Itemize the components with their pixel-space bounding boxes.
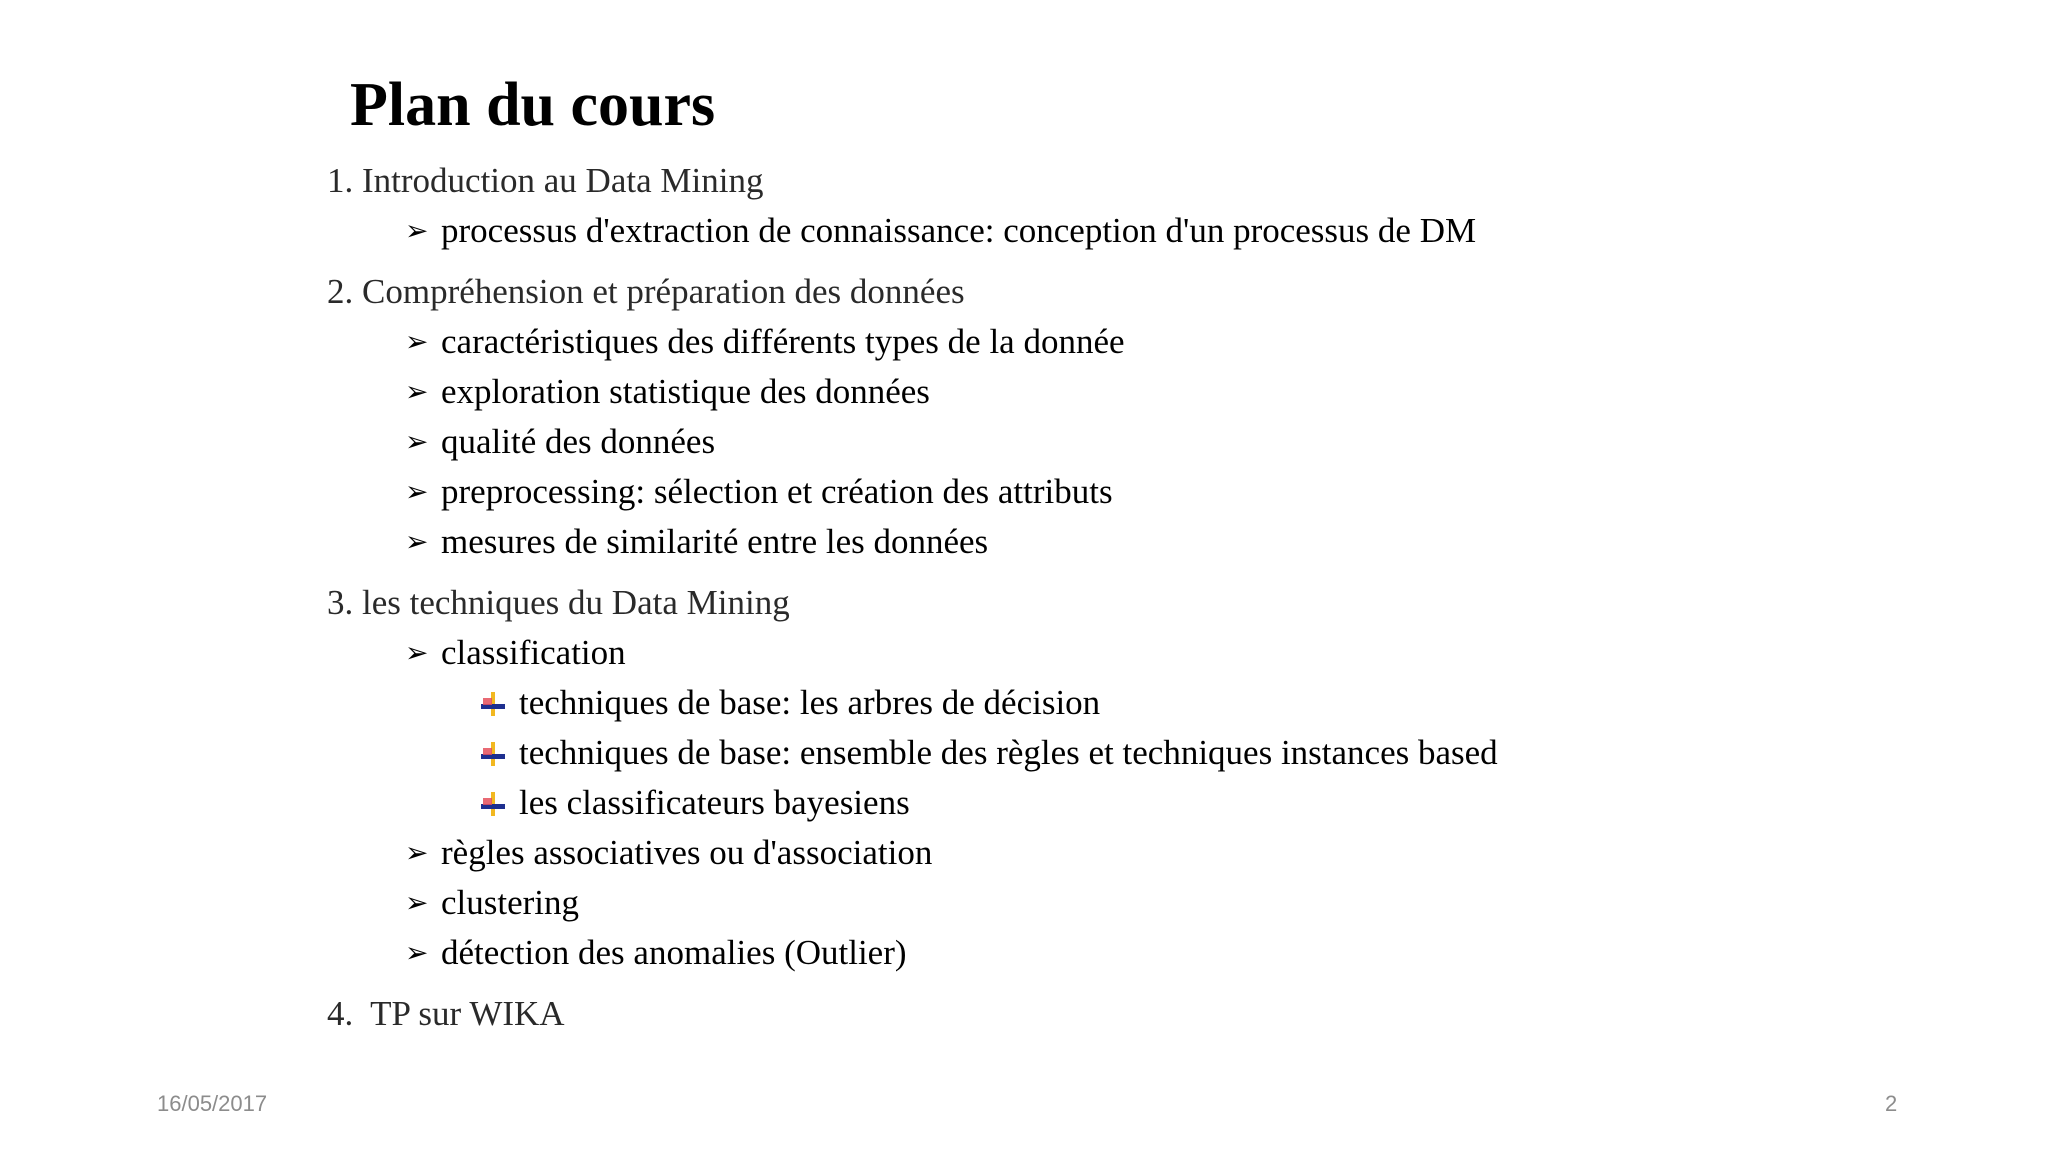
sub-list-item-label: les classificateurs bayesiens [519,783,910,822]
list-item [405,931,907,975]
list-item-label: clustering [441,883,580,922]
list-item-label: exploration statistique des données [441,372,930,411]
arrowhead-bullet-icon: ➢ [405,325,429,358]
cross-bullet-icon [481,742,505,766]
section-2 [327,270,965,314]
list-item [405,831,932,875]
list-item-label: classification [441,633,626,672]
sub-list-item [481,681,1100,725]
cross-bullet-icon [481,692,505,716]
section-number: 2. [327,272,354,311]
arrowhead-bullet-icon: ➢ [405,214,429,247]
arrowhead-bullet-icon: ➢ [405,936,429,969]
footer-date: 16/05/2017 [157,1091,268,1116]
slide-number: 2 [1885,1091,1898,1116]
list-item [405,320,1125,364]
arrowhead-bullet-icon: ➢ [405,375,429,408]
section-label: les techniques du Data Mining [362,583,790,622]
section-number: 3. [327,583,354,622]
sub-list-item [481,731,1498,775]
arrowhead-bullet-icon: ➢ [405,886,429,919]
list-item [405,631,626,675]
section-4 [327,992,565,1036]
list-item-label: mesures de similarité entre les données [441,522,989,561]
list-item [405,520,988,564]
list-item [405,209,1476,253]
sub-list-item [481,781,910,825]
list-item [405,470,1113,514]
list-item-label: preprocessing: sélection et création des attributs [441,472,1113,511]
section-label: Introduction au Data Mining [362,161,764,200]
list-item [405,881,579,925]
arrowhead-bullet-icon: ➢ [405,475,429,508]
sub-list-item-label: techniques de base: ensemble des règles et techniques instances based [519,733,1498,772]
section-3 [327,581,790,625]
list-item-label: processus d'extraction de connaissance: conception d'un processus de DM [441,211,1477,250]
section-label: TP sur WIKA [370,994,565,1033]
list-item [405,370,930,414]
list-item-label: qualité des données [441,422,716,461]
list-item-label: détection des anomalies (Outlier) [441,933,907,972]
list-item-label: règles associatives ou d'association [441,833,933,872]
section-label: Compréhension et préparation des données [362,272,965,311]
arrowhead-bullet-icon: ➢ [405,425,429,458]
section-1 [327,159,763,203]
section-number: 4. [327,994,354,1033]
arrowhead-bullet-icon: ➢ [405,836,429,869]
list-item [405,420,715,464]
sub-list-item-label: techniques de base: les arbres de décision [519,683,1101,722]
section-number: 1. [327,161,354,200]
arrowhead-bullet-icon: ➢ [405,525,429,558]
list-item-label: caractéristiques des différents types de la donnée [441,322,1125,361]
cross-bullet-icon [481,792,505,816]
arrowhead-bullet-icon: ➢ [405,636,429,669]
slide-title: Plan du cours [350,71,716,139]
